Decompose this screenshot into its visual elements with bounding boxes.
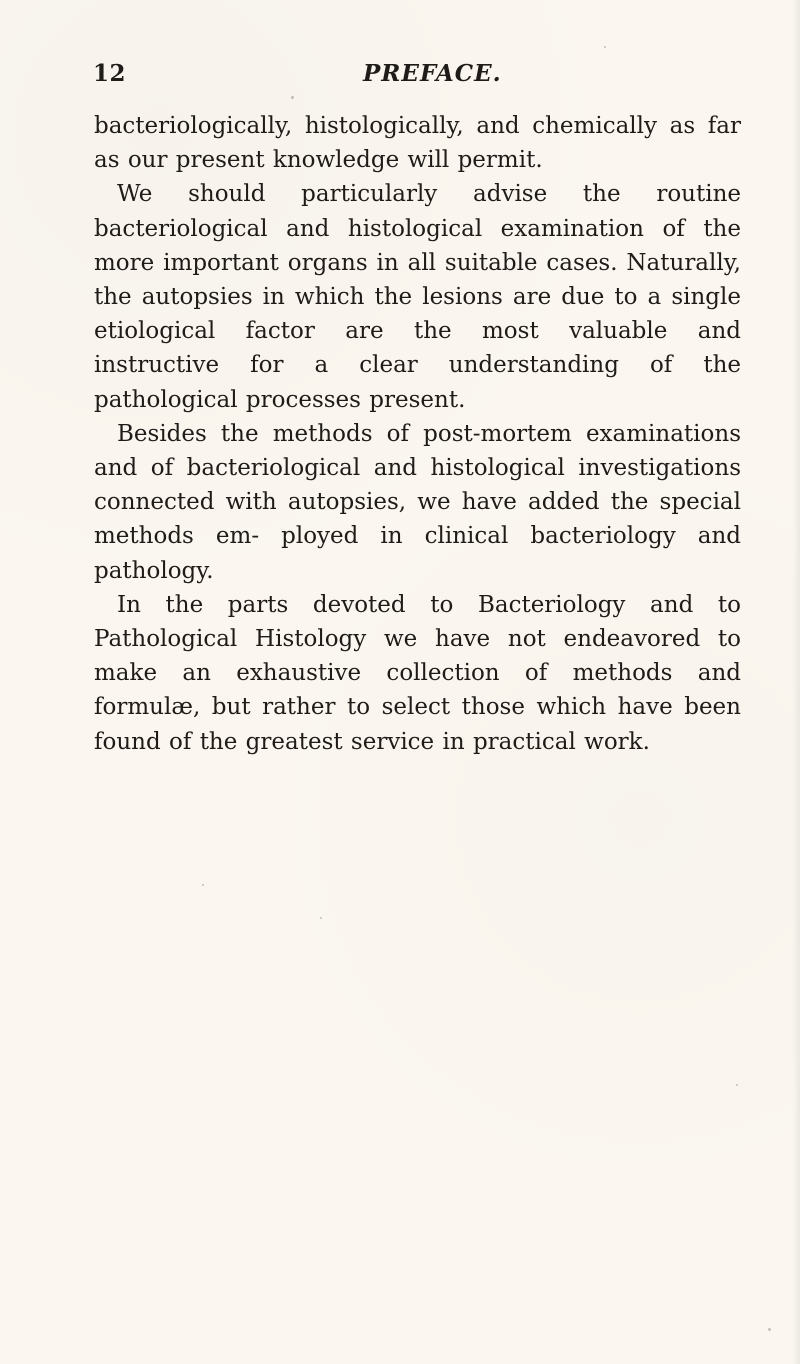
paper-speck (291, 96, 294, 99)
paper-speck (604, 46, 606, 48)
page-header (93, 60, 693, 94)
paragraph-4: In the parts devoted to Bacteriology and to Pathological Histology we have not endeavored to make an exhaustive collection of methods and formulæ, but rather to select those which have been found of the greatest service in practical work. (94, 591, 741, 755)
paper-speck (202, 884, 204, 886)
paper-speck (320, 917, 322, 919)
running-title: PREFACE. (363, 60, 502, 87)
paragraph-3: Besides the methods of post-mortem examinations and of bacteriological and histological investigations connected with autopsies, we have added the special methods em- ployed in clinical bacteriology and pathology. (94, 420, 741, 584)
paper-speck (736, 1084, 738, 1086)
page-number: 12 (93, 60, 127, 87)
page-edge-shadow (792, 0, 800, 1364)
preface-body (94, 109, 741, 759)
paper-speck (768, 1328, 771, 1331)
paragraph-2: We should particularly advise the routine bacteriological and histological examination of the more important organs in all suitable cases. Naturally, the autopsies in which the lesions are due to a single etiological factor are the most valuable and instructive for a clear understanding of the pathological processes present. (94, 181, 741, 413)
paragraph-1: bacteriologically, histologically, and chemically as far as our present knowledge will permit. (94, 113, 741, 174)
